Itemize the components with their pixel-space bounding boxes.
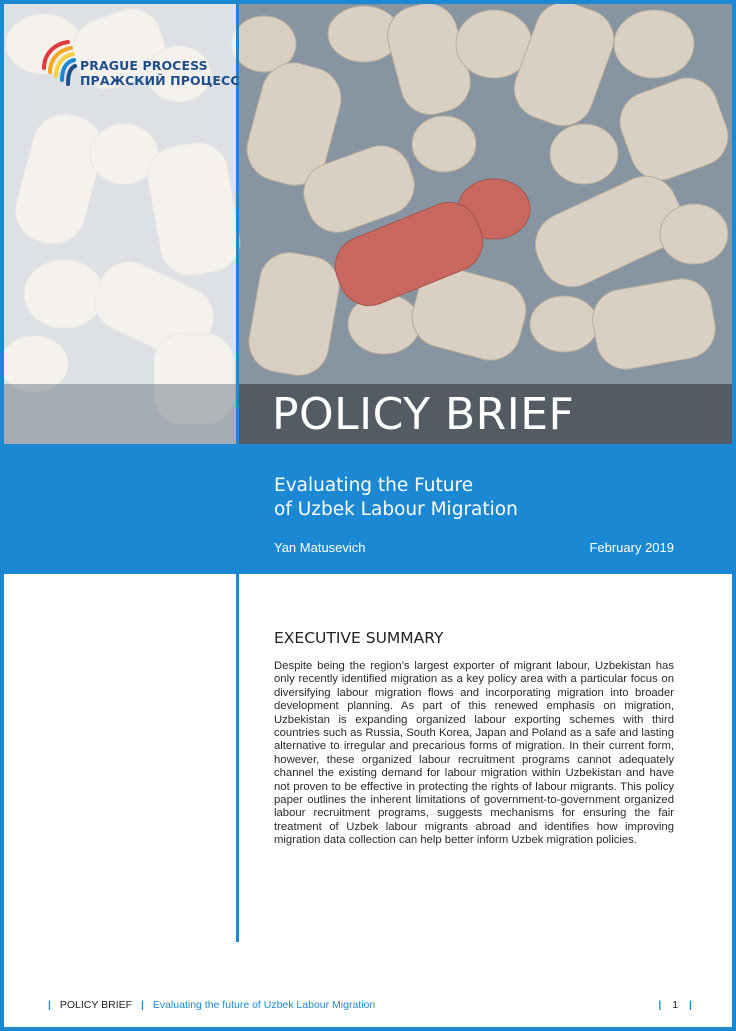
document-subtitle xyxy=(274,474,518,522)
page-number: 1 xyxy=(672,999,679,1011)
executive-summary-text: Despite being the region’s largest exporter of migrant labour, Uzbekistan has only recently identified migration as a key policy area with a particular focus on diversifying labour migration flows and incorporating migration into broader development planning. As part of this renewed emphasis on migration, Uzbekistan is expanding organized labour exporting schemes with third countries such as Russia, South Korea, Japan and Poland as a safe and lasting alternative to irregular and precarious forms of migration. In their current form, however, these organized labour recruitment programs cannot adequately channel the existing demand for labour migration within Uzbekistan and have not proven to be effective in protecting the rights of labour migrants. This policy paper outlines the inherent limitations of government-to-government organized labour recruitment programs, suggests mechanisms for ensuring the fair treatment of Uzbek labour migrants abroad and identifies how improving migration data collection can help better inform Uzbek migration policies. xyxy=(274,660,674,847)
footer-label: POLICY BRIEF xyxy=(59,999,133,1011)
footer-title: Evaluating the future of Uzbek Labour Migration xyxy=(152,999,376,1011)
footer-page-number xyxy=(658,999,692,1011)
policy-brief-title: POLICY BRIEF xyxy=(272,389,575,440)
author-name: Yan Matusevich xyxy=(274,540,366,555)
footer-separator: | xyxy=(140,999,144,1011)
publication-date: February 2019 xyxy=(589,540,674,555)
footer-separator: | xyxy=(48,999,51,1011)
page-footer xyxy=(48,999,375,1015)
logo-line-english: PRAGUE PROCESS xyxy=(80,58,208,73)
footer-separator: | xyxy=(689,999,692,1011)
subtitle-line-2: of Uzbek Labour Migration xyxy=(274,499,518,520)
prague-process-logo xyxy=(38,38,238,98)
logo-line-russian: ПРАЖСКИЙ ПРОЦЕСС xyxy=(80,73,240,88)
content-accent-line xyxy=(236,574,239,942)
footer-separator: | xyxy=(658,999,662,1011)
executive-summary-heading: EXECUTIVE SUMMARY xyxy=(274,629,444,647)
prague-process-logo-mark-icon xyxy=(38,38,78,90)
subtitle-line-1: Evaluating the Future xyxy=(274,475,474,496)
